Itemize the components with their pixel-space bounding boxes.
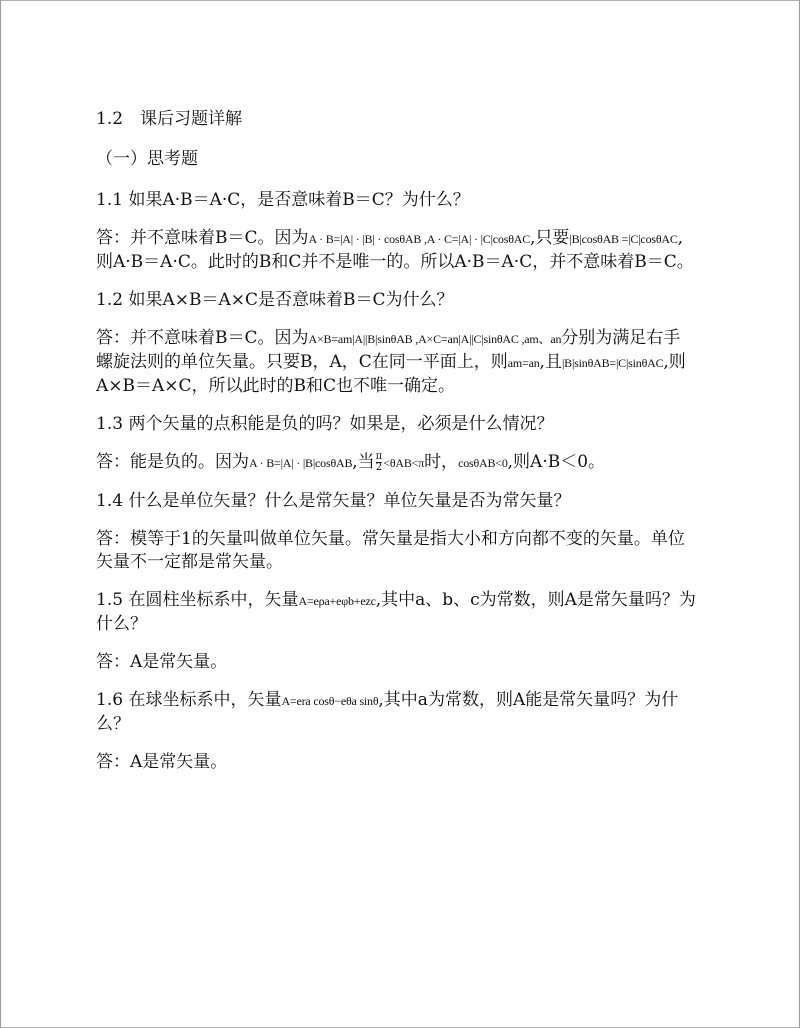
answer-1-3 (96, 451, 696, 475)
answer-1-2 (96, 327, 696, 398)
answer-1-3-formula-c: cosθAB<0 (458, 456, 508, 470)
answer-1-2-formula-b: am=an (507, 356, 540, 370)
question-1-6-formula: A=era cosθ−eθa sinθ (281, 694, 379, 708)
question-1-5-text-b: ,其中a、b、c为常数，则A是常矢量吗？为什么？ (96, 590, 696, 634)
answer-1-2-text-a: 答：并不意味着B＝C。因为 (96, 328, 309, 348)
question-1-3: 1.3 两个矢量的点积能是负的吗？如果是，必须是什么情况？ (96, 414, 554, 434)
document-body (96, 108, 696, 789)
answer-1-2-text-b: 分别为满足右手螺旋法则的单位矢量。只要B，A，C在同一平面上，则 (96, 328, 681, 372)
answer-1-3-text-a: 答：能是负的。因为 (96, 452, 249, 472)
answer-1-1-text-c: ,则A·B＝A·C。此时的B和C并不是唯一的。所以A·B＝A·C，并不意味着B＝C。 (96, 228, 694, 272)
fraction-denominator: 2 (375, 462, 383, 473)
answer-1-3-text-c: 时， (424, 452, 459, 472)
question-1-5 (96, 589, 696, 636)
pi-over-two-fraction (376, 452, 383, 473)
answer-1-2-text-c: ,且 (539, 352, 562, 372)
answer-1-1 (96, 227, 696, 274)
fraction-numerator: π (375, 451, 383, 462)
answer-1-3-text-b: ,当 (352, 452, 375, 472)
answer-1-3-text-d: ,则A·B＜0。 (507, 452, 606, 472)
answer-1-1-text-b: ,只要 (530, 228, 570, 248)
answer-1-3-formula-b: <θAB<π (383, 456, 425, 470)
subsection-heading: （一）思考题 (96, 149, 198, 169)
answer-1-1-formula-b: |B|cosθAB =|C|cosθAC (569, 232, 678, 246)
answer-1-5: 答：A是常矢量。 (96, 652, 228, 672)
question-1-1: 1.1 如果A·B＝A·C，是否意味着B＝C？为什么？ (96, 190, 470, 210)
question-1-6-text-a: 1.6 在球坐标系中，矢量 (96, 690, 282, 710)
question-1-6 (96, 689, 696, 736)
answer-1-1-text-a: 答：并不意味着B＝C。因为 (96, 228, 309, 248)
answer-1-2-text-d: ,则A×B＝A×C，所以此时的B和C也不唯一确定。 (96, 352, 686, 396)
answer-1-1-formula-a: A · B=|A| · |B| · cosθAB ,A · C=|A| · |C|cosθAC (308, 232, 531, 246)
answer-1-3-formula-a: A · B=|A| · |B|cosθAB (249, 456, 353, 470)
question-1-4: 1.4 什么是单位矢量？什么是常矢量？单位矢量是否为常矢量？ (96, 491, 571, 511)
question-1-5-formula: A=eρa+eφb+ezc (298, 594, 376, 608)
question-1-5-text-a: 1.5 在圆柱坐标系中，矢量 (96, 590, 299, 610)
answer-1-2-formula-a: A×B=am|A||B|sinθAB ,A×C=an|A||C|sinθAC ,am、an (308, 332, 562, 346)
answer-1-2-formula-c: |B|sinθAB=|C|sinθAC (561, 356, 664, 370)
question-1-2: 1.2 如果A×B＝A×C是否意味着B＝C为什么？ (96, 290, 454, 310)
section-heading: 1.2 课后习题详解 (96, 109, 243, 129)
answer-1-6: 答：A是常矢量。 (96, 752, 228, 772)
question-1-6-text-b: ,其中a为常数，则A能是常矢量吗？为什么？ (96, 690, 679, 734)
answer-1-4: 答：模等于1的矢量叫做单位矢量。常矢量是指大小和方向都不变的矢量。单位矢量不一定都是常矢量。 (96, 529, 685, 572)
